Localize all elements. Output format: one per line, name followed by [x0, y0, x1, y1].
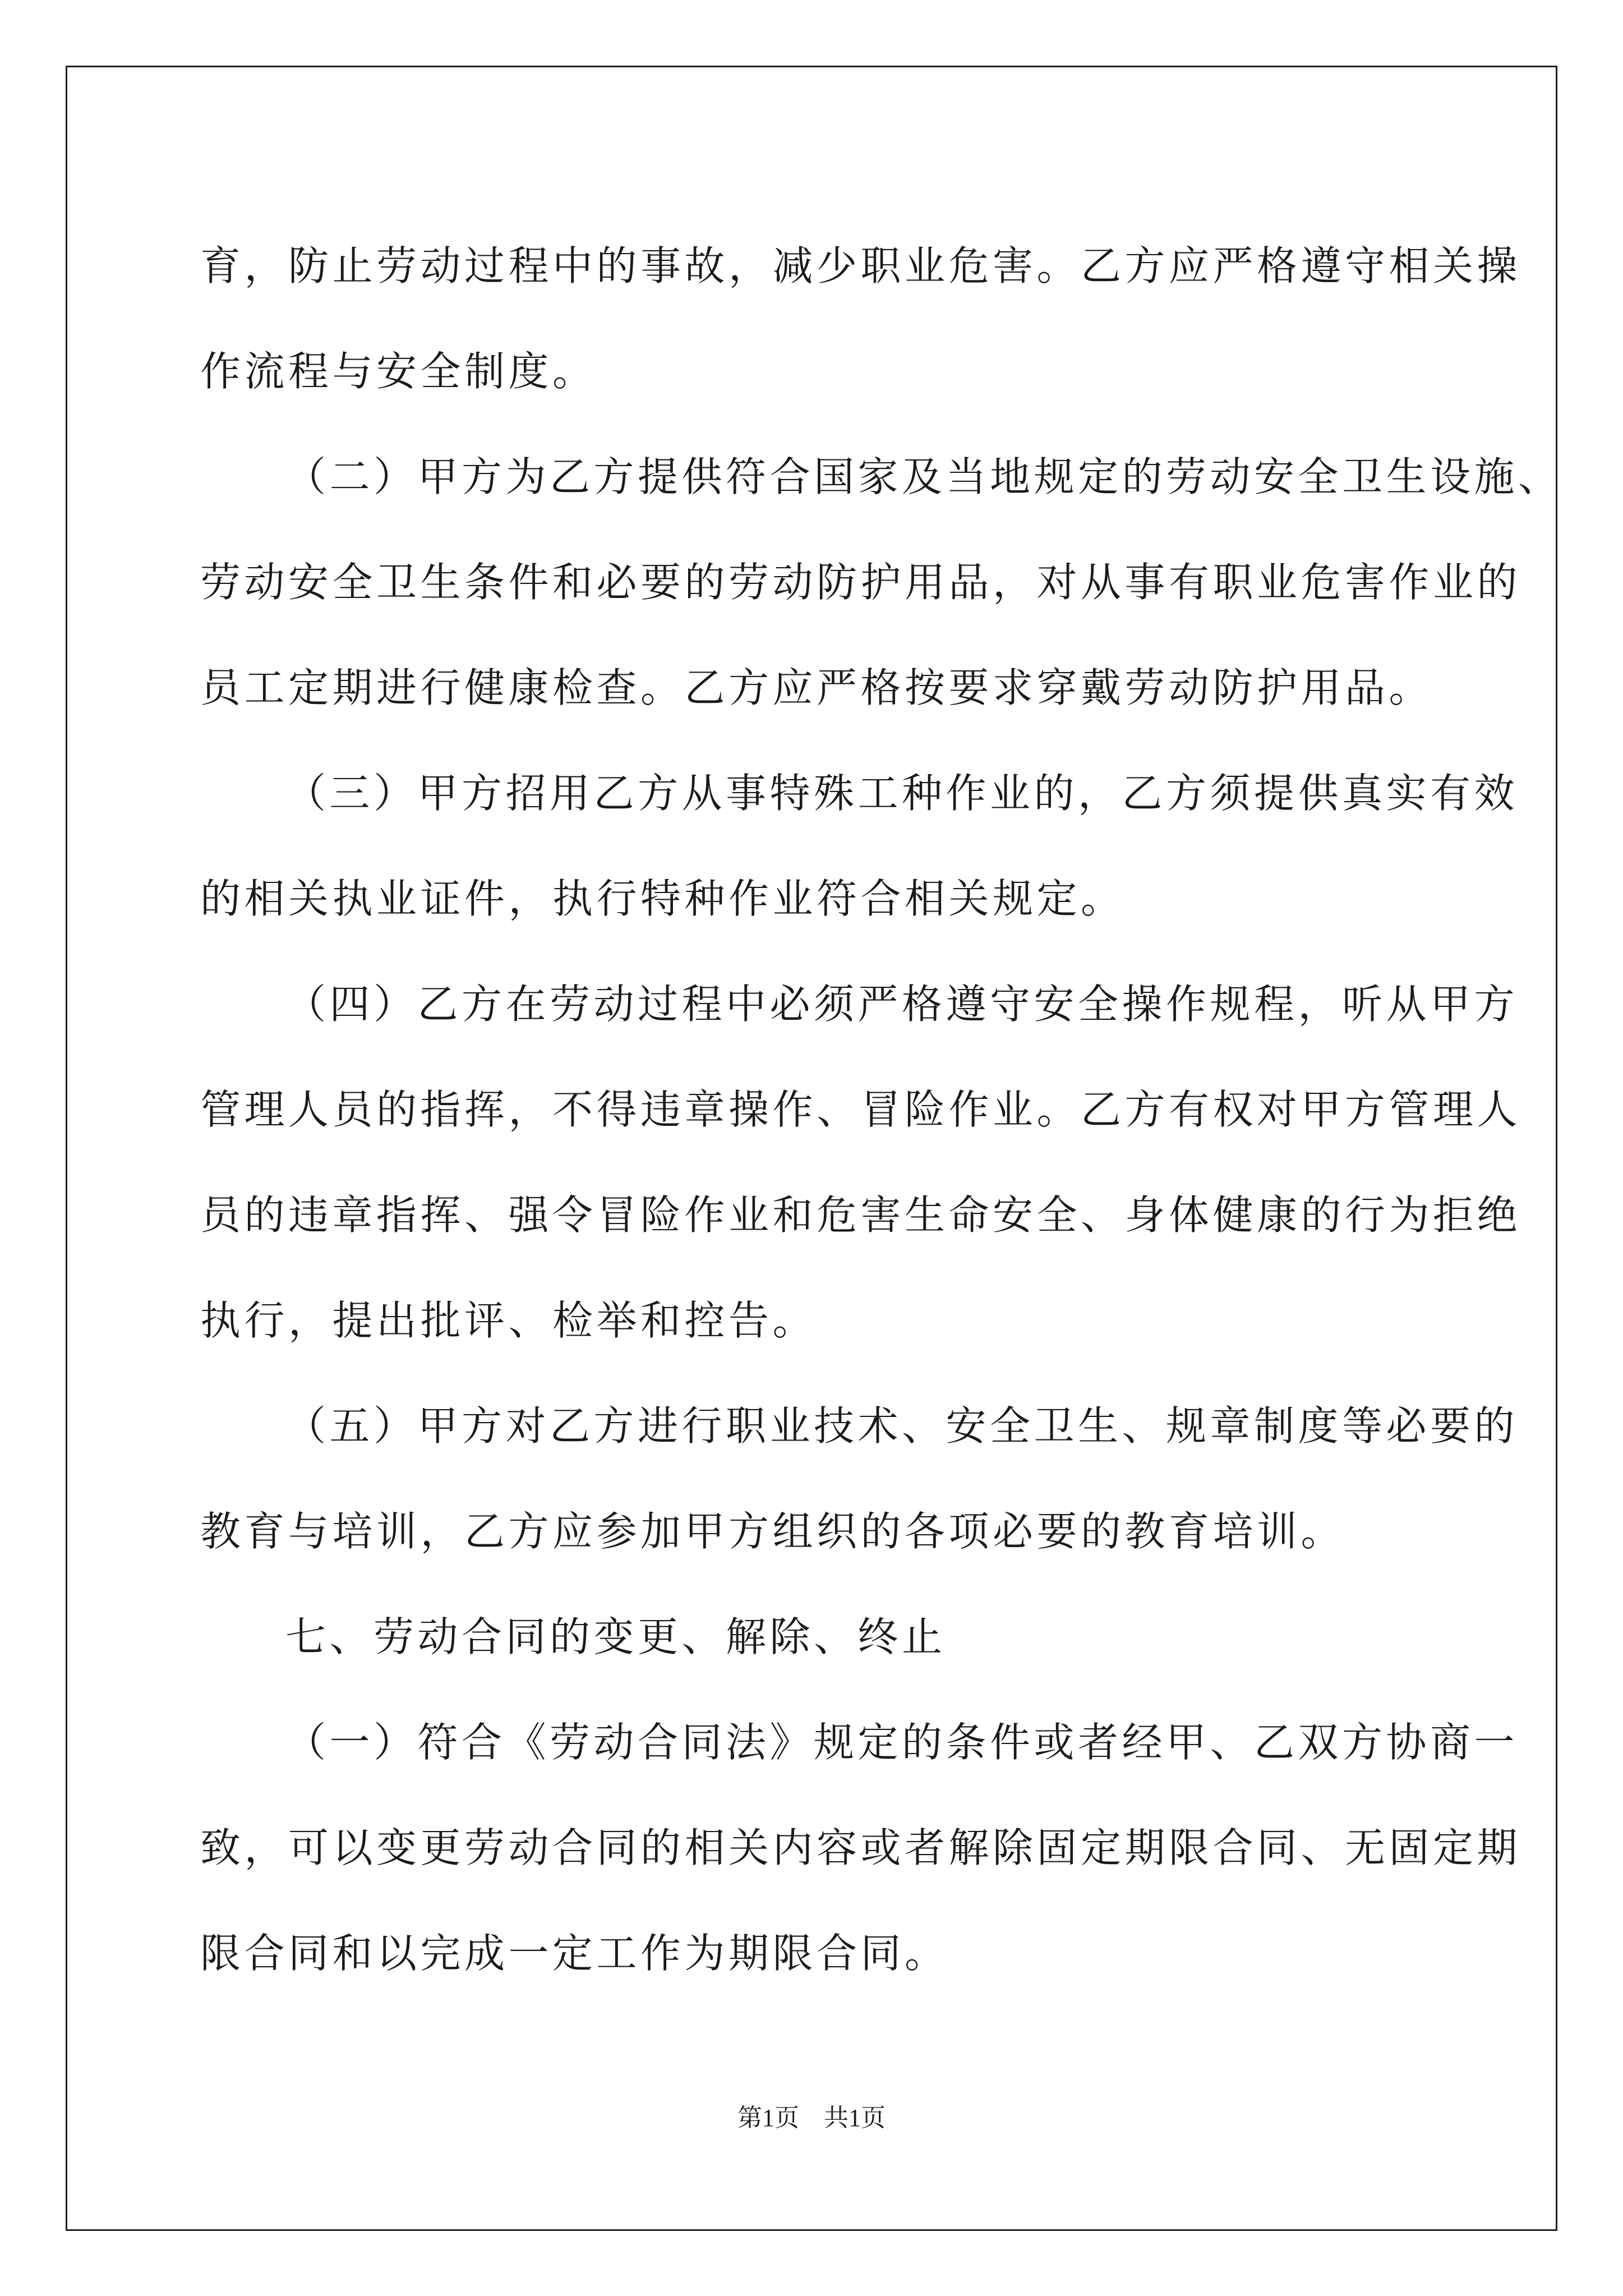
- text-line: 限合同和以完成一定工作为期限合同。: [200, 1930, 949, 1977]
- text-line: 管理人员的指挥，不得违章操作、冒险作业。乙方有权对甲方管理人: [200, 1086, 1521, 1133]
- text-line: 劳动安全卫生条件和必要的劳动防护用品，对从事有职业危害作业的: [200, 559, 1521, 606]
- text-line: （一）符合《劳动合同法》规定的条件或者经甲、乙双方协商一: [285, 1719, 1519, 1766]
- text-line: （三）甲方招用乙方从事特殊工种作业的，乙方须提供真实有效: [285, 770, 1519, 817]
- page-number-footer: 第1页 共1页: [737, 2104, 886, 2132]
- text-line: 执行，提出批评、检举和控告。: [200, 1297, 817, 1344]
- document-body: [200, 213, 1562, 2006]
- text-line: 育，防止劳动过程中的事故，减少职业危害。乙方应严格遵守相关操: [200, 242, 1521, 289]
- text-line: （四）乙方在劳动过程中必须严格遵守安全操作规程，听从甲方: [285, 981, 1519, 1028]
- text-line: 员的违章指挥、强令冒险作业和危害生命安全、身体健康的行为拒绝: [200, 1191, 1521, 1239]
- text-line: 致，可以变更劳动合同的相关内容或者解除固定期限合同、无固定期: [200, 1824, 1521, 1871]
- text-line: （二）甲方为乙方提供符合国家及当地规定的劳动安全卫生设施、: [285, 453, 1562, 500]
- text-line: 七、劳动合同的变更、解除、终止: [285, 1613, 946, 1660]
- text-line: 作流程与安全制度。: [200, 348, 597, 395]
- text-line: 员工定期进行健康检查。乙方应严格按要求穿戴劳动防护用品。: [200, 664, 1433, 711]
- text-line: 教育与培训，乙方应参加甲方组织的各项必要的教育培训。: [200, 1508, 1345, 1555]
- text-line: （五）甲方对乙方进行职业技术、安全卫生、规章制度等必要的: [285, 1402, 1519, 1450]
- text-line: 的相关执业证件，执行特种作业符合相关规定。: [200, 875, 1125, 922]
